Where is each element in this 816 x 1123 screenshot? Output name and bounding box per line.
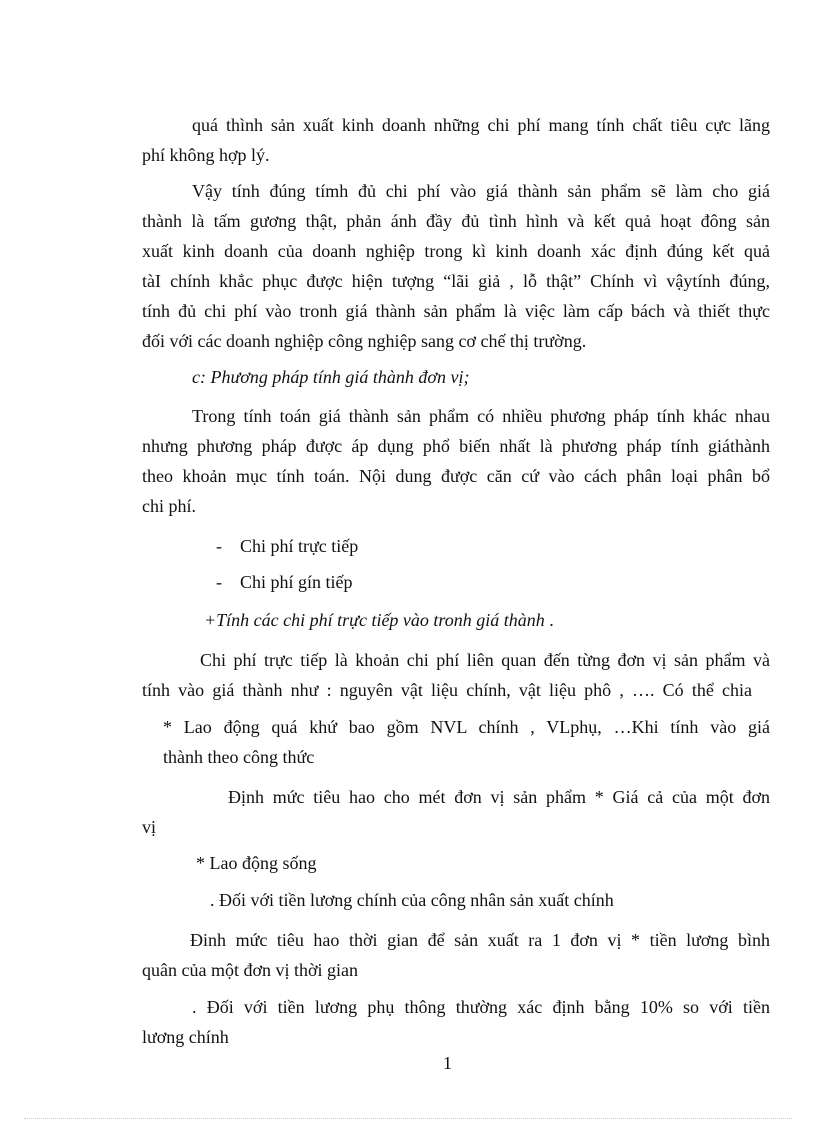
page-number: 1 (443, 1053, 452, 1073)
paragraph-line: nhưng phương pháp được áp dụng phổ biến nhất là phương pháp tính giáthành (142, 436, 770, 456)
paragraph-line: Vậy tính đúng tímh đủ chi phí vào giá thành sản phẩm sẽ làm cho giá (192, 181, 770, 201)
list-item: Chi phí trực tiếp (240, 536, 359, 556)
paragraph-line: lương chính (142, 1027, 229, 1047)
paragraph-line: xuất kinh doanh của doanh nghiệp trong kì kinh doanh xác định đúng kết quả (142, 241, 770, 261)
paragraph-line: quá thình sản xuất kinh doanh những chi phí mang tính chất tiêu cực lãng (192, 115, 770, 135)
paragraph-line: thành theo công thức (163, 747, 315, 767)
paragraph-line: chi phí. (142, 496, 196, 516)
subheading-end: . (544, 610, 554, 630)
paragraph-line: tính đủ chi phí vào tronh giá thành sản phẩm là việc làm cấp bách và thiết thực (142, 301, 770, 321)
subheading-text: +Tính các chi phí trực tiếp vào tronh giá thành (204, 610, 545, 630)
formula-line: Đinh mức tiêu hao thời gian để sản xuất ra 1 đơn vị * tiền lương bình (190, 930, 770, 950)
paragraph-line: . Đối với tiền lương phụ thông thường xác định bằng 10% so với tiền (192, 997, 770, 1017)
paragraph-line: * Lao động quá khứ bao gồm NVL chính , VLphụ, …Khi tính vào giá (163, 717, 770, 737)
paragraph-line: Trong tính toán giá thành sản phẩm có nhiều phương pháp tính khác nhau (192, 406, 770, 426)
paragraph-line: tính vào giá thành như : nguyên vật liệu chính, vật liệu phô , …. Có thể chia (142, 680, 752, 700)
list-bullet: - (216, 536, 222, 556)
paragraph-line: phí không hợp lý. (142, 145, 270, 165)
paragraph-line: đối với các doanh nghiệp công nghiệp sang cơ chế thị trường. (142, 331, 587, 351)
section-heading: c: Phương pháp tính giá thành đơn vị; (192, 367, 470, 387)
subheading (204, 609, 554, 631)
footer-divider (24, 1118, 792, 1119)
list-bullet: - (216, 572, 222, 592)
paragraph-line: * Lao động sống (196, 853, 317, 873)
paragraph-line: tàI chính khắc phục được hiện tượng “lãi giả , lỗ thật” Chính vì vậytính đúng, (142, 271, 770, 291)
paragraph-line: . Đối với tiền lương chính của công nhân sản xuất chính (210, 890, 614, 910)
formula-line: vị (142, 817, 157, 837)
list-item: Chi phí gín tiếp (240, 572, 353, 592)
formula-line: quân của một đơn vị thời gian (142, 960, 358, 980)
formula-line: Định mức tiêu hao cho mét đơn vị sản phẩm * Giá cả của một đơn (228, 787, 770, 807)
paragraph-line: theo khoản mục tính toán. Nội dung được căn cứ vào cách phân loại phân bổ (142, 466, 770, 486)
paragraph-line: Chi phí trực tiếp là khoản chi phí liên quan đến từng đơn vị sản phẩm và (200, 650, 770, 670)
paragraph-line: thành là tấm gương thật, phản ánh đầy đủ tình hình và kết quả hoạt đông sản (142, 211, 770, 231)
